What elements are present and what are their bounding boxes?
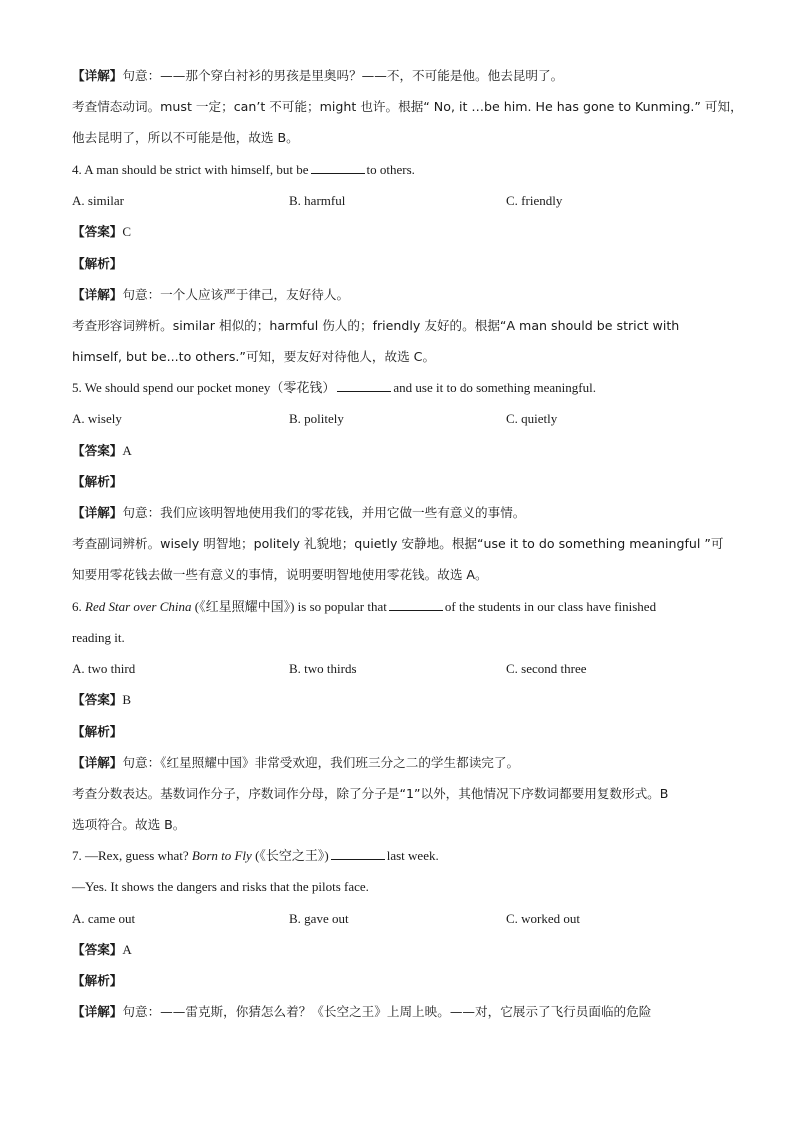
detail-text: 句意：一个人应该严于律己，友好待人。 [122,287,350,302]
explanation-line: 考查副词辨析。wisely 明智地；politely 礼貌地；quietly 安静地。根据“use it to do something meaningful ”可 [72,536,724,551]
detail-text: 句意：——雷克斯，你猜怎么着？《长空之王》上周上映。——对，它展示了飞行员面临的危险 [122,1004,652,1019]
question-7 [72,846,732,866]
answer-line [72,940,732,961]
detail-tag: 【详解】 [72,755,123,770]
option-b: B. two thirds [289,661,357,676]
answer-value: A [122,942,132,957]
book-title: Red Star over China [85,599,192,614]
movie-title: Born to Fly [191,848,252,863]
question-text: reading it. [72,630,125,645]
question-text: —Yes. It shows the dangers and risks that the pilots face. [72,879,369,894]
answer-tag: 【答案】 [72,692,123,707]
answer-value: B [122,692,132,707]
option-c: C. second three [506,661,587,676]
detail-tag: 【详解】 [72,68,123,83]
option-a: A. two third [72,661,136,676]
answer-line [72,690,732,711]
analysis-tag: 【解析】 [72,724,123,739]
answer-value: A [122,443,132,458]
explanation-line: 考查形容词辨析。similar 相似的；harmful 伤人的；friendly 友好的。根据“A man should be strict with [72,318,680,333]
answer-value: C [122,224,132,239]
explanation-line: 选项符合。故选 B。 [72,817,186,832]
question-text: last week. [386,848,439,863]
answer-tag: 【答案】 [72,942,123,957]
analysis-tag: 【解析】 [72,256,123,271]
answer-tag: 【答案】 [72,443,123,458]
explanation-line: 考查情态动词。must 一定；can’t 不可能；might 也许。根据“ No, it …be him. He has gone to Kunming.” 可知， [72,99,743,114]
option-a: A. similar [72,193,124,208]
option-a: A. wisely [72,411,122,426]
explanation-line: 他去昆明了，所以不可能是他，故选 B。 [72,130,299,145]
detail-tag: 【详解】 [72,287,123,302]
detail-tag: 【详解】 [72,1004,123,1019]
question-number: 6. [72,599,85,614]
question-4 [72,160,732,180]
question-text: 4. A man should be strict with himself, but be [72,162,309,177]
question-text: of the students in our class have finished [444,599,657,614]
question-text: and use it to do something meaningful. [393,380,596,395]
question-text: (《长空之王》) [255,848,329,863]
option-b: B. gave out [289,911,349,926]
detail-line [72,753,732,774]
detail-line [72,503,732,524]
question-text: to others. [366,162,415,177]
detail-line [72,1002,732,1023]
detail-text: 句意：——那个穿白衬衫的男孩是里奥吗？——不，不可能是他。他去昆明了。 [122,68,564,83]
detail-text: 句意：我们应该明智地使用我们的零花钱，并用它做一些有意义的事情。 [122,505,526,520]
option-b: B. politely [289,411,344,426]
explanation-line [72,66,732,87]
question-text: (《红星照耀中国》) is so popular that [194,599,387,614]
detail-tag: 【详解】 [72,505,123,520]
answer-line [72,441,732,462]
option-b: B. harmful [289,193,346,208]
option-c: C. quietly [506,411,558,426]
answer-blank [311,162,365,174]
option-a: A. came out [72,911,136,926]
analysis-tag: 【解析】 [72,474,123,489]
analysis-tag: 【解析】 [72,973,123,988]
detail-line [72,285,732,306]
answer-tag: 【答案】 [72,224,123,239]
answer-line [72,222,732,243]
question-6 [72,597,732,617]
question-5 [72,378,732,398]
question-text: 7. —Rex, guess what? [72,848,192,863]
explanation-line: himself, but be...to others.”可知，要友好对待他人，故选 C。 [72,349,436,364]
question-text: 5. We should spend our pocket money（零花钱） [72,380,336,395]
explanation-line: 考查分数表达。基数词作分子，序数词作分母，除了分子是“1”以外，其他情况下序数词都要用复数形式。B [72,786,669,801]
option-c: C. friendly [506,193,563,208]
explanation-line: 知要用零花钱去做一些有意义的事情，说明要明智地使用零花钱。故选 A。 [72,567,488,582]
answer-blank [389,599,443,611]
answer-blank [337,380,391,392]
detail-text: 句意：《红星照耀中国》非常受欢迎，我们班三分之二的学生都读完了。 [122,755,520,770]
answer-blank [331,848,385,860]
option-c: C. worked out [506,911,581,926]
